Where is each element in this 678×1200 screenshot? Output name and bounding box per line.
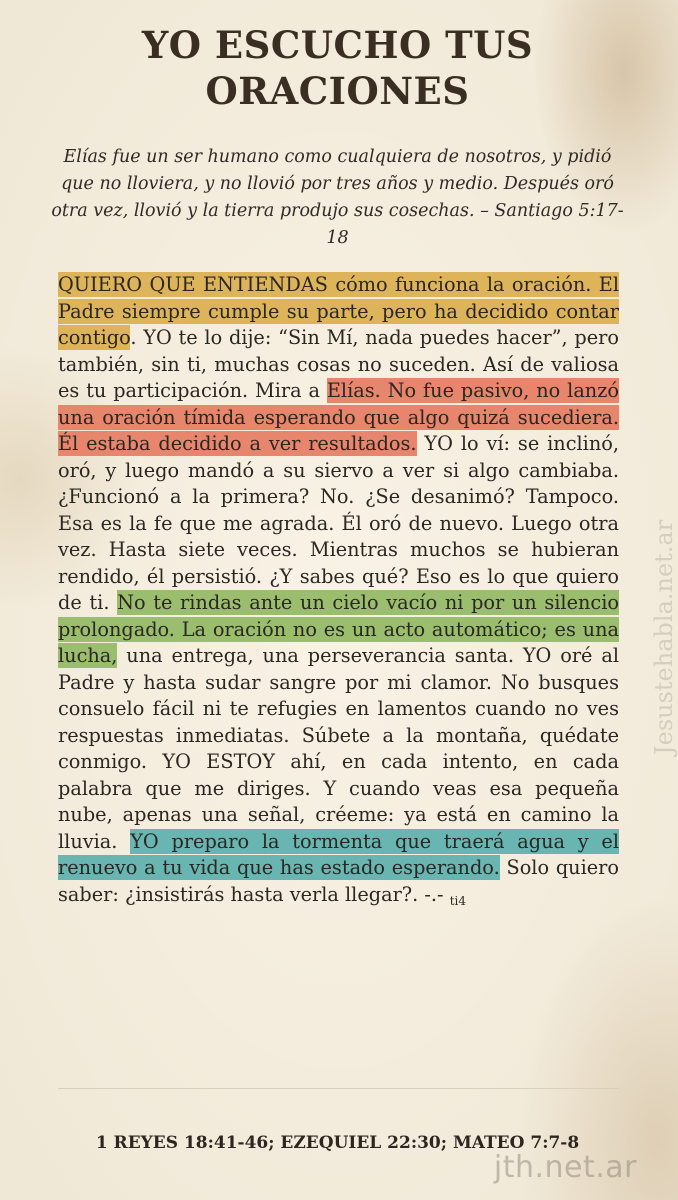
highlight-teal: YO preparo la tormenta que traerá agua y el renuevo a tu vida que has estado esperando.: [58, 829, 619, 879]
body-segment-6: una entrega, una perseverancia santa. YO oré al Padre y hasta sudar sangre por mi clamor. No busques consuelo fácil ni te refugies en lamentos cuando no ves respuestas inmediatas. Súbete a la montaña, quédate conmigo. YO ESTOY ahí, en cada intento, en cada palabra que me diriges. Y cuando veas esa pequeña nube, apenas una señal, créeme: ya está en camino la lluvia.: [58, 644, 619, 853]
highlight-green: No te rindas ante un cielo vacío ni por un silencio prolongado. La oración no es un acto automático; es una lucha,: [58, 591, 620, 667]
divider: [58, 1088, 619, 1089]
bible-verse: Elías fue un ser humano como cualquiera de nosotros, y pidió que no lloviera, y no llovió por tres años y medio. Después oró otra vez, llovió y la tierra produjo sus cosechas. – Santiago 5:17-18: [51, 147, 624, 248]
body-segment-4: YO lo ví: se inclinó, oró, y luego mandó a su siervo a ver si algo cambiaba. ¿Funcionó a la primera? No. ¿Se desanimó? Tampoco. Esa es la fe que me agrada. Él oró de nuevo. Luego otra vez. Hasta siete veces. Mientras muchos se hubieran rendido, él persistió. ¿Y sabes qué? Eso es lo que quiero de ti.: [58, 432, 619, 614]
title-line-1: YO ESCUCHO TUS: [141, 23, 534, 67]
title-line-2: ORACIONES: [205, 69, 470, 113]
page-title: [0, 22, 675, 114]
scripture-references: 1 REYES 18:41-46; EZEQUIEL 22:30; MATEO 7:7-8: [95, 1133, 580, 1153]
body-segment-8: Solo quiero saber: ¿insistirás hasta verla llegar?. -.-: [58, 856, 620, 906]
devotional-body: [58, 272, 619, 914]
highlight-red: Elías. No fue pasivo, no lanzó una oración tímida esperando que algo quizá sucediera. Él estaba decidido a ver resultados.: [58, 379, 619, 455]
bottom-watermark: jth.net.ar: [493, 1150, 637, 1185]
highlight-yellow: QUIERO QUE ENTIENDAS cómo funciona la oración. El Padre siempre cumple su parte, pero ha decidido contar contigo: [58, 273, 619, 349]
author-signature: ti4: [449, 893, 466, 908]
side-watermark: Jesustehabla.net.ar: [650, 519, 678, 755]
body-segment-2: . YO te lo dije: “Sin Mí, nada puedes hacer”, pero también, sin ti, muchas cosas no suceden. Así de valiosa es tu participación. Mira a: [58, 326, 619, 402]
